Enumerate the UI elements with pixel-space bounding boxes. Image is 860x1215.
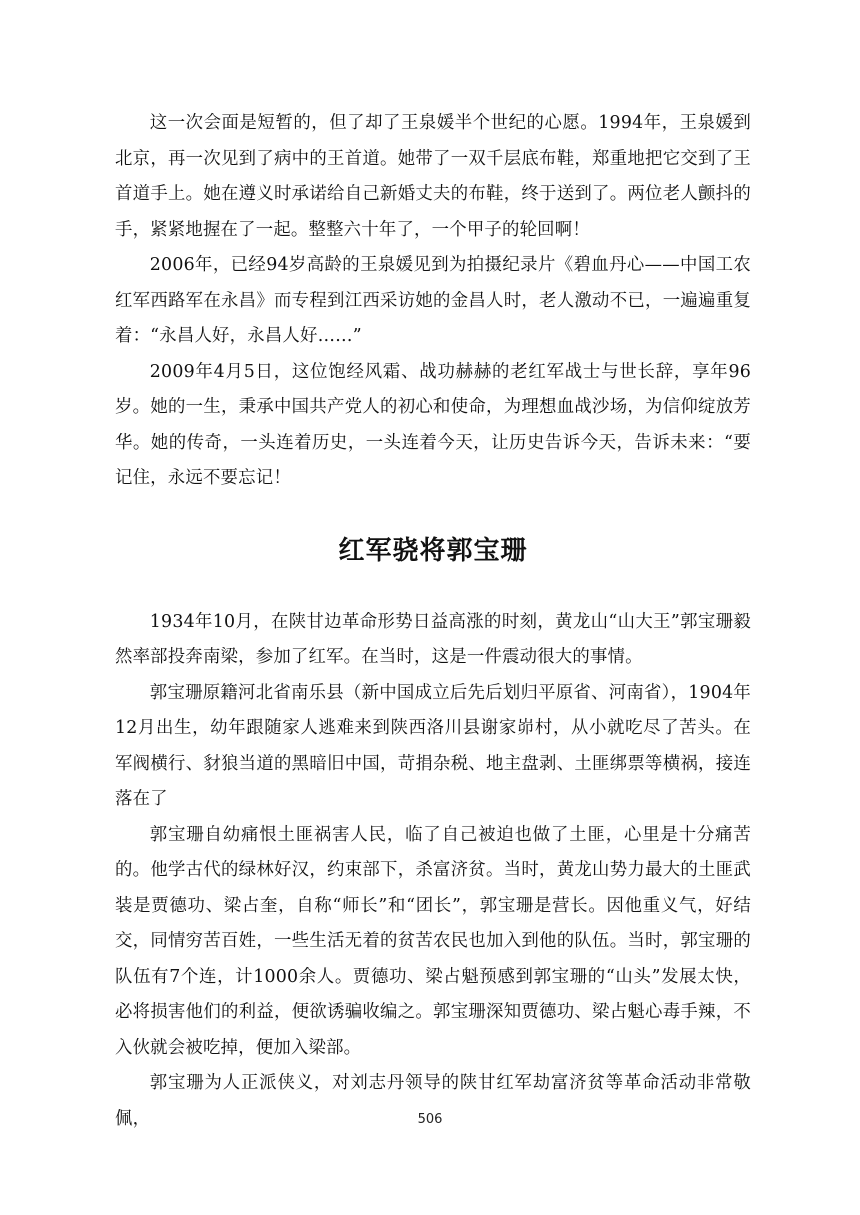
section-title: 红军骁将郭宝珊	[338, 535, 528, 566]
page-number: 506	[417, 1112, 443, 1127]
paragraph-3: 2009年4月5日，这位饱经风霜、战功赫赫的老红军战士与世长辞，享年96岁。她的一生，秉承中国共产党人的初心和使命，为理想血战沙场，为信仰绽放芳华。她的传奇，一头连着历史，一头连着今天，让历史告诉今天，告诉未来：“要记住，永远不要忘记！	[115, 361, 751, 488]
paragraph-6: 郭宝珊自幼痛恨土匪祸害人民，临了自己被迫也做了土匪，心里是十分痛苦的。他学古代的绿林好汉，约束部下，杀富济贫。当时，黄龙山势力最大的土匪武装是贾德功、梁占奎，自称“师长”和“团长”，郭宝珊是营长。因他重义气，好结交，同情穷苦百姓，一些生活无着的贫苦农民也加入到他的队伍。当时，郭宝珊的队伍有7个连，计1000余人。贾德功、梁占魁预感到郭宝珊的“山头”发展太快，必将损害他们的利益，便欲诱骗收编之。郭宝珊深知贾德功、梁占魁心毒手辣，不入伙就会被吃掉，便加入梁部。	[115, 824, 751, 1058]
paragraph-7: 郭宝珊为人正派侠义，对刘志丹领导的陕甘红军劫富济贫等革命活动非常敬佩，	[115, 1073, 751, 1129]
paragraph-2: 2006年，已经94岁高龄的王泉媛见到为拍摄纪录片《碧血丹心——中国工农红军西路军在永昌》而专程到江西采访她的金昌人时，老人激动不已，一遍遍重复着：“永昌人好，永昌人好……”	[115, 255, 751, 346]
paragraph-1: 这一次会面是短暂的，但了却了王泉媛半个世纪的心愿。1994年，王泉媛到北京，再一次见到了病中的王首道。她带了一双千层底布鞋，郑重地把它交到了王首道手上。她在遵义时承诺给自己新婚丈夫的布鞋，终于送到了。两位老人颤抖的手，紧紧地握在了一起。整整六十年了，一个甲子的轮回啊！	[115, 113, 751, 240]
paragraph-4: 1934年10月，在陕甘边革命形势日益高涨的时刻，黄龙山“山大王”郭宝珊毅然率部投奔南梁，参加了红军。在当时，这是一件震动很大的事情。	[115, 611, 751, 667]
document-page	[115, 106, 751, 1137]
paragraph-5: 郭宝珊原籍河北省南乐县（新中国成立后先后划归平原省、河南省），1904年12月出生，幼年跟随家人逃难来到陕西洛川县谢家峁村，从小就吃尽了苦头。在军阀横行、豺狼当道的黑暗旧中国，苛捐杂税、地主盘剥、土匪绑票等横祸，接连落在了	[115, 682, 751, 809]
